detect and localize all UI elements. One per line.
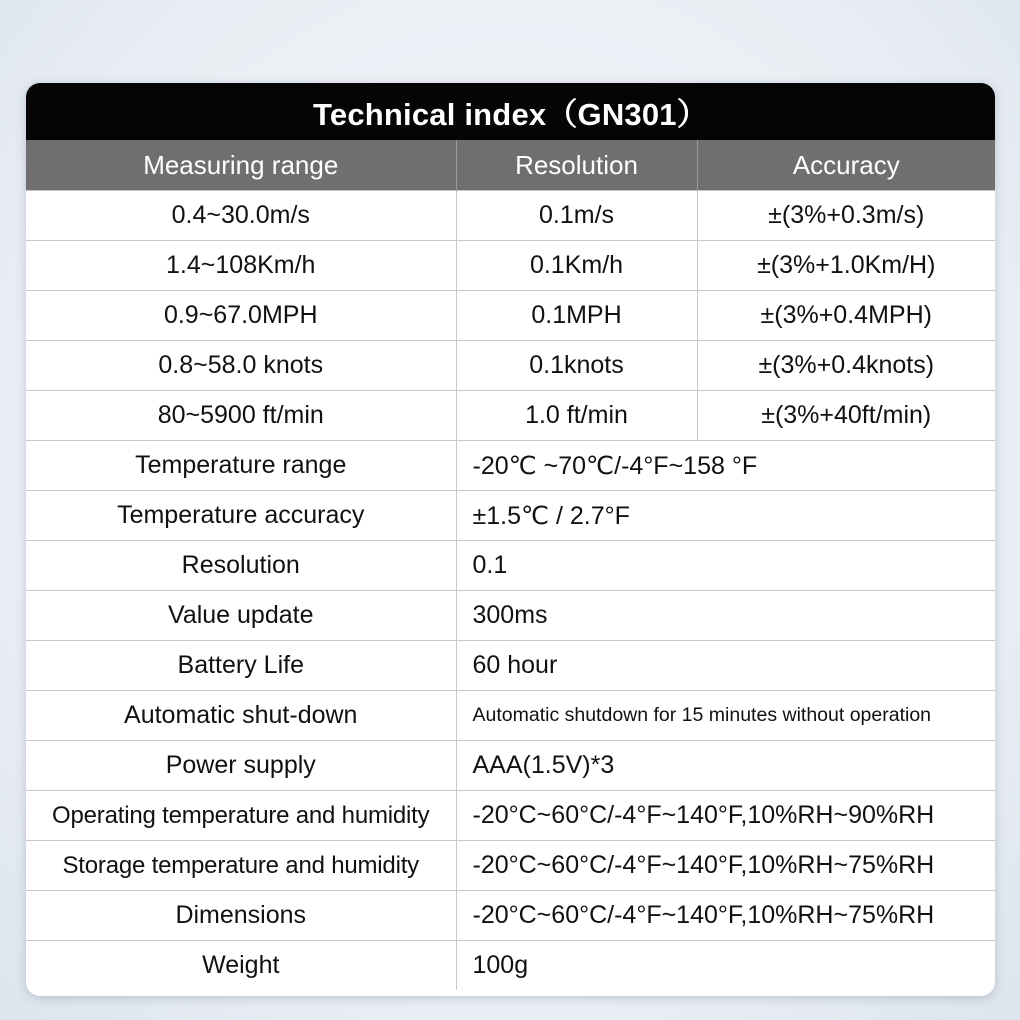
resolution-cell: 0.1m/s [456,191,697,241]
spec-row-temperature-range [26,441,995,491]
spec-label: Storage temperature and humidity [26,841,456,891]
spec-value: -20°C~60°C/-4°F~140°F,10%RH~90%RH [456,791,995,841]
spec-label: Temperature accuracy [26,491,456,541]
spec-row-storage-temperature-humidity [26,841,995,891]
spec-row-dimensions [26,891,995,941]
resolution-cell: 0.1MPH [456,291,697,341]
spec-row-battery-life [26,641,995,691]
spec-value: 300ms [456,591,995,641]
accuracy-cell: ±(3%+0.4knots) [697,341,995,391]
spec-row-operating-temperature-humidity [26,791,995,841]
page-title: Technical index（GN301） [26,83,995,140]
spec-value: Automatic shutdown for 15 minutes without operation [456,691,995,741]
spec-value: -20°C~60°C/-4°F~140°F,10%RH~75%RH [456,841,995,891]
spec-table [26,140,995,990]
spec-label: Value update [26,591,456,641]
accuracy-cell: ±(3%+0.4MPH) [697,291,995,341]
table-header-row [26,140,995,191]
accuracy-cell: ±(3%+40ft/min) [697,391,995,441]
spec-value: ±1.5℃ / 2.7°F [456,491,995,541]
spec-value: AAA(1.5V)*3 [456,741,995,791]
spec-row-weight [26,941,995,991]
column-header-resolution: Resolution [456,140,697,191]
spec-label: Temperature range [26,441,456,491]
measuring-range-cell: 0.8~58.0 knots [26,341,456,391]
column-header-accuracy: Accuracy [697,140,995,191]
spec-label: Automatic shut-down [26,691,456,741]
measuring-range-cell: 0.9~67.0MPH [26,291,456,341]
spec-row-value-update [26,591,995,641]
accuracy-cell: ±(3%+1.0Km/H) [697,241,995,291]
table-row [26,291,995,341]
spec-value: 0.1 [456,541,995,591]
spec-value: -20℃ ~70℃/-4°F~158 °F [456,441,995,491]
resolution-cell: 0.1Km/h [456,241,697,291]
spec-row-automatic-shut-down [26,691,995,741]
spec-value: 100g [456,941,995,991]
spec-label: Power supply [26,741,456,791]
resolution-cell: 0.1knots [456,341,697,391]
measuring-range-cell: 80~5900 ft/min [26,391,456,441]
spec-label: Resolution [26,541,456,591]
table-row [26,391,995,441]
spec-label: Dimensions [26,891,456,941]
measuring-range-cell: 1.4~108Km/h [26,241,456,291]
resolution-cell: 1.0 ft/min [456,391,697,441]
table-row [26,241,995,291]
spec-value: -20°C~60°C/-4°F~140°F,10%RH~75%RH [456,891,995,941]
spec-value: 60 hour [456,641,995,691]
spec-label: Weight [26,941,456,991]
spec-label: Battery Life [26,641,456,691]
spec-row-temperature-accuracy [26,491,995,541]
measuring-range-cell: 0.4~30.0m/s [26,191,456,241]
spec-label: Operating temperature and humidity [26,791,456,841]
spec-row-power-supply [26,741,995,791]
table-row [26,191,995,241]
table-row [26,341,995,391]
accuracy-cell: ±(3%+0.3m/s) [697,191,995,241]
spec-card [26,83,995,996]
column-header-measuring-range: Measuring range [26,140,456,191]
spec-row-resolution [26,541,995,591]
